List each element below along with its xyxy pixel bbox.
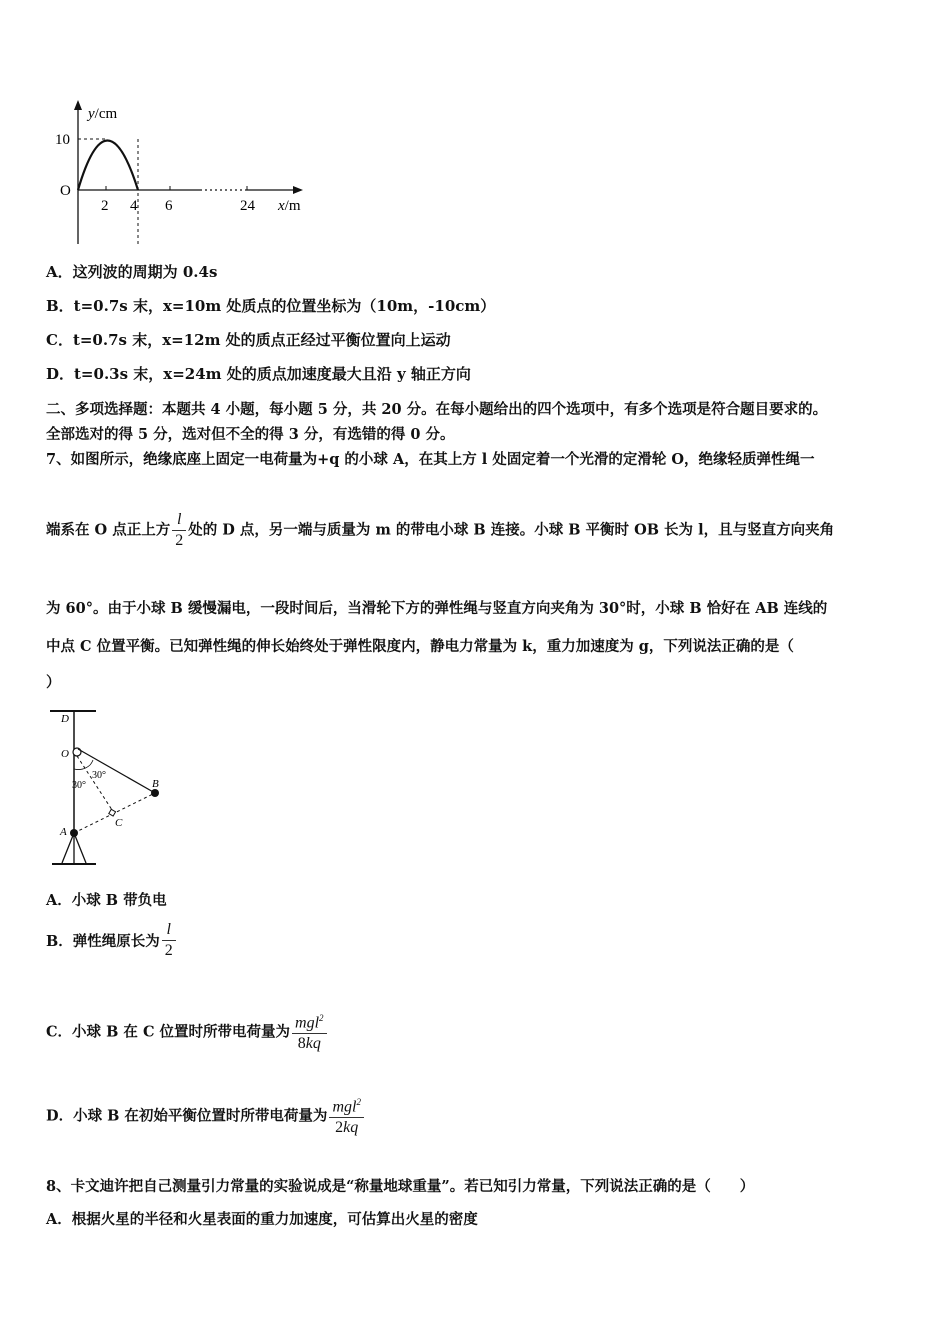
- rope-ob: [78, 749, 155, 793]
- x-axis-arrow: [293, 186, 303, 194]
- q8-option-a: A．根据火星的半径和火星表面的重力加速度，可估算出火星的密度: [46, 1211, 478, 1228]
- q7-line2-post: 处的 D 点，另一端与质量为 m 的带电小球 B 连接。小球 B 平衡时 OB 长为 l，且与竖直方向夹角: [188, 521, 835, 539]
- label-b: B: [152, 778, 159, 790]
- label-c: C: [115, 817, 123, 829]
- q6-option-d: D．t=0.3s 末，x=24m 处的质点加速度最大且沿 y 轴正方向: [46, 365, 471, 383]
- x-tick-2: 2: [101, 198, 109, 214]
- frac-num: mgl$^2$: [292, 1008, 327, 1034]
- wave-graph: [50, 98, 320, 248]
- origin-label: O: [60, 183, 71, 199]
- point-c: [109, 809, 116, 816]
- q7-option-b-text: B．弹性绳原长为: [46, 933, 160, 950]
- section2-line1: 二、多项选择题：本题共 4 小题，每小题 5 分，共 20 分。在每小题给出的四个选项中，有多个选项是符合题目要求的。: [46, 401, 828, 418]
- x-tick-4: 4: [130, 198, 138, 214]
- frac-den: 2: [175, 532, 184, 549]
- q7-line2-pre: 端系在 O 点正上方: [46, 521, 171, 539]
- angle-label-2: 30°: [72, 780, 86, 791]
- q7-option-a: A．小球 B 带负电: [46, 892, 167, 909]
- y-axis-arrow: [74, 100, 82, 110]
- x-axis-label: x/m: [278, 198, 301, 214]
- q7-option-d-text: D．小球 B 在初始平衡位置时所带电荷量为: [46, 1107, 328, 1125]
- q6-option-a: A．这列波的周期为 0.4s: [46, 263, 218, 281]
- q7-option-d: [46, 1092, 366, 1138]
- section2-line2: 全部选对的得 5 分，选对但不全的得 3 分，有选错的得 0 分。: [46, 426, 455, 443]
- q7-option-c-text: C．小球 B 在 C 位置时所带电荷量为: [46, 1023, 291, 1041]
- label-a: A: [60, 826, 67, 838]
- q7-line2: [46, 510, 834, 551]
- q6-option-c: C．t=0.7s 末，x=12m 处的质点正经过平衡位置向上运动: [46, 331, 451, 349]
- q7-line1: 7、如图所示，绝缘底座上固定一电荷量为+q 的小球 A，在其上方 l 处固定着一个光滑的定滑轮 O，绝缘轻质弹性绳一: [46, 451, 815, 468]
- q7-line4: 中点 C 位置平衡。已知弹性绳的伸长始终处于弹性限度内，静电力常量为 k，重力加速度为 g，下列说法正确的是（: [46, 638, 794, 655]
- q7-option-b: [46, 920, 178, 961]
- frac-num: mgl$^2$: [329, 1092, 364, 1118]
- angle-arc-2: [90, 760, 93, 765]
- q7-option-b-fraction: [162, 920, 176, 961]
- y-tick-10: 10: [55, 132, 70, 148]
- frac-den: 8kq: [297, 1035, 321, 1053]
- x-tick-6: 6: [165, 198, 173, 214]
- x-tick-24: 24: [240, 198, 255, 214]
- angle-label-1: 30°: [92, 770, 106, 781]
- q7-fraction-l-over-2: [172, 510, 186, 551]
- q7-figure: [46, 705, 176, 870]
- y-axis-label: y/cm: [88, 106, 118, 122]
- label-o: O: [61, 748, 69, 760]
- label-d: D: [61, 713, 69, 725]
- frac-den: 2kq: [335, 1119, 359, 1137]
- q8-line1: 8、卡文迪许把自己测量引力常量的实验说成是“称量地球重量”。若已知引力常量，下列说法正确的是（ ）: [46, 1178, 755, 1195]
- frac-den: 2: [164, 942, 173, 959]
- q7-option-d-fraction: [329, 1092, 364, 1138]
- q7-line3: 为 60°。由于小球 B 缓慢漏电，一段时间后，当滑轮下方的弹性绳与竖直方向夹角为 30°时，小球 B 恰好在 AB 连线的: [46, 600, 828, 617]
- q7-option-c: [46, 1008, 329, 1054]
- pulley-o: [73, 748, 81, 756]
- wave-curve: [78, 141, 138, 191]
- q7-line5: ）: [46, 674, 61, 691]
- frac-num: l: [162, 920, 176, 941]
- q6-option-b: B．t=0.7s 末，x=10m 处质点的位置坐标为（10m，-10cm）: [46, 297, 496, 315]
- ball-b: [151, 789, 159, 797]
- frac-num: l: [172, 510, 186, 531]
- angle-arc-1: [74, 765, 90, 770]
- q7-option-c-fraction: [292, 1008, 327, 1054]
